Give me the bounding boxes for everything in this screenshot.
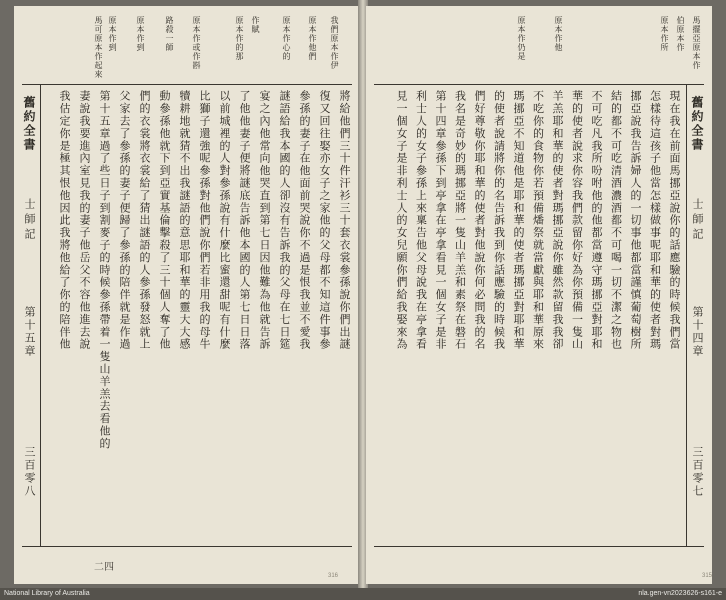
text-column: 第十四章參孫下到亭拿在亭拿看見一個女子是非 [434, 90, 447, 351]
margin-note: 作賦 [251, 16, 260, 34]
margin-note: 路殺一師 [165, 16, 174, 52]
text-column: 挪亞說我告訴婦人的一切事他都當謹慎葡萄樹所 [629, 90, 642, 351]
margin-note: 原本作到 [108, 16, 117, 52]
margin-note: 原本作仍是 [517, 16, 526, 61]
book-title: 舊約全書 [690, 96, 704, 152]
margin-note: 原本作到 [136, 16, 145, 52]
margin-note: 原本作他 [554, 16, 563, 52]
book-title: 舊約全書 [22, 96, 36, 152]
margin-note: 原本作他們 [308, 16, 317, 61]
bottom-rule [22, 546, 352, 547]
margin-note: 原本作所 [660, 16, 669, 52]
text-column: 不吃你的食物你若預備燔祭就當獻與耶和華原來 [531, 90, 545, 351]
item-identifier: nla.gen-vn2023626-s161-e [638, 590, 722, 597]
text-column: 將給他們三十件汗衫三十套衣裳參孫說你們出謎 [338, 90, 351, 351]
chapter-label: 第十四章 [691, 306, 704, 358]
text-column: 不可吃凡我所吩咐他的他都當遵守瑪挪亞對耶和 [590, 90, 603, 351]
left-page [14, 6, 360, 584]
text-column: 利士人的女子參孫上來稟告他父母說我在亭拿看 [414, 90, 428, 351]
book-part: 士師記 [691, 198, 704, 243]
text-column: 父家去了參孫的妻子便歸了參孫的陪伴就是作過 [118, 90, 131, 351]
text-column: 以前城裡的人對參孫說有什麼比蜜還甜呢有什麼 [218, 90, 231, 351]
top-rule [374, 84, 704, 85]
book-part: 士師記 [23, 198, 36, 243]
text-column: 復又回往娶亦女子之家他的父母都不知這件事參 [318, 90, 331, 351]
right-page [366, 6, 712, 584]
pencil-mark: 316 [328, 573, 339, 579]
text-column: 羊羔耶和華的使者對瑪挪亞說你雖然款留我我卻 [551, 90, 564, 351]
library-credit: National Library of Australia [4, 590, 90, 597]
text-column: 了他他妻子便將謎底告訴他本國的人第七日日落 [238, 90, 251, 351]
text-column: 們的衣裳將衣裳給了猜出謎語的人參孫發怒就上 [138, 90, 151, 351]
bottom-rule [374, 546, 704, 547]
text-column: 瑪挪亞不知道他是耶和華的使者瑪挪亞對耶和華 [512, 90, 525, 351]
text-column: 我名是奇妙的瑪挪亞將一隻山羊羔和素祭在磐石 [453, 90, 467, 351]
margin-note: 我們原本作伊 [330, 16, 339, 70]
text-column: 比獅子還強呢參孫對他們說你們若非用我的母牛 [198, 90, 211, 351]
chapter-label: 第十五章 [23, 306, 36, 358]
folio-number: 二四 [94, 562, 114, 573]
text-column: 參孫的妻子在他面前哭說你不過是恨我並不愛我 [298, 90, 311, 351]
text-column: 我估定你是極其恨他因此我將他給了你的陪伴他 [58, 90, 71, 351]
footer-bar [0, 588, 726, 600]
text-column: 怎樣待這孩子他當怎樣做事呢耶和華的使者對瑪 [648, 90, 662, 351]
top-rule [22, 84, 352, 85]
header-rule [40, 84, 41, 546]
page-number: 三百零八 [23, 446, 36, 498]
text-column: 的使者說請將你的名告訴我到你話應驗的時候我 [492, 90, 506, 351]
margin-note: 原本作或作斟 [192, 16, 201, 70]
text-column: 第十五章過了些日子到割麥子的時候參孫帶着一隻山羊羔去看他的 [98, 90, 111, 450]
text-column: 宴之內他常向他哭直到第七日因他難為他就告訴 [258, 90, 271, 351]
text-column: 見一個女子是非利士人的女兒願你們給我娶來為 [395, 90, 408, 351]
text-column: 妻說我要進內室見我的妻子他岳父不容他進去說 [78, 90, 91, 351]
margin-note: 原本作心的 [282, 16, 291, 61]
margin-note: 伯原本作 [676, 16, 685, 52]
pencil-mark: 315 [702, 573, 713, 579]
margin-note: 馬可原本作起來 [94, 16, 103, 79]
text-column: 結的都不可吃清酒濃酒都不可喝一切不潔之物也 [609, 90, 623, 351]
margin-note: 馬擺亞原本作 [692, 16, 701, 70]
text-column: 謎語給我本國的人卻沒有告訴我的父母在七日筵 [278, 90, 291, 351]
text-column: 華的使者說求你容我們款留你好為你預備一隻山 [570, 90, 584, 351]
text-column: 們好尊敬你耶和華的使者對他說你何必問我的名 [473, 90, 486, 351]
text-column: 現在我在前面馬挪亞說你的話應驗的時候我們當 [668, 90, 681, 351]
text-column: 犢耕地就猜不出我謎語的意思耶和華的靈大大感 [178, 90, 191, 351]
page-number: 三百零七 [691, 446, 704, 498]
text-column: 動參孫他就下到亞實基倫擊殺了三十個人奪了他 [158, 90, 171, 351]
header-rule [686, 84, 687, 546]
margin-note: 原本作的那 [235, 16, 244, 61]
